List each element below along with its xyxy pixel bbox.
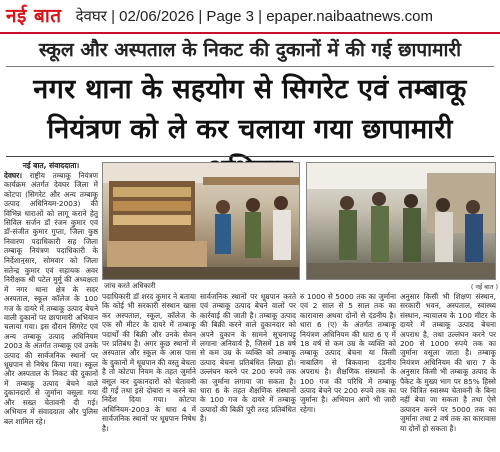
edition-info: देवघर | 02/06/2026 | Page 3 | epaper.naibaatnews.com (75, 8, 433, 25)
photo-shop-inspection (102, 162, 300, 280)
article-column-3 (200, 292, 296, 450)
headline-line-1: नगर थाना के सहयोग से सिगरेट एवं तम्बाकू (33, 74, 467, 105)
article-text-col3: सार्वजनिक स्थानों पर धूम्रपान करते एवं तम्बाकू उत्पाद बेचने वालों पर कार्रवाई की जाती है। तम्बाकू उत्पाद की बिक्री करने वाले दुकानदार को अपने दुकान के सामने सूचनापट्ट लगाना अनिवार्य है, जिसमें 18 वर्ष से कम उम्र के व्यक्ति को तम्बाकू उत्पाद बेचना प्रतिबंधित लिखा हो। उल्लंघन करने पर 200 रुपये तक का जुर्माना लगाया जा सकता है। धारा 6 के तहत शैक्षणिक संस्थानों के 100 गज के दायरे में तम्बाकू उत्पादों की बिक्री पूरी तरह प्रतिबंधित है। (200, 292, 296, 424)
byline: नई बात, संवाददाता। (22, 161, 80, 170)
headline-line-2: नियंत्रण को ले कर चलाया गया छापामारी (47, 114, 453, 145)
article-column-2 (102, 292, 196, 450)
dateline: देवघर। (4, 171, 22, 180)
newspaper-logo: नई बात (6, 4, 62, 27)
article-text-col1-top: राष्ट्रीय तम्बाकू नियंत्रण कार्यक्रम अंतर्गत देवघर जिला में कोटपा (सिगरेट और अन्य तम्बाकू उत्पाद अधिनियम-2003) की विभिन्न धाराओं को लागू कराने हेतु सिविल सर्जन डॉ रंजन कुमार एवं डॉ-संजीत कुमार गुप्ता, जिला कुष्ठ निवारण पदाधिकारी सह जिला तम्बाकू नियंत्रण पदाधिकारी के निर्देशानुसार, सोमवार को जिला (4, 171, 98, 264)
article-text-col4: रु 1000 से 5000 तक का जुर्माना एवं 2 साल से 5 साल तक का कारावास अथवा दोनों से दंडनीय है। धारा 6 (ए) के अंतर्गत तम्बाकू नियंत्रण अधिनियम की धारा 6 ए में 18 वर्ष से कम उम्र के व्यक्ति को तम्बाकू उत्पाद बेचना या किसी नाबालिग से बिकवाना दंडनीय अपराध है। शैक्षणिक संस्थानों के 100 गज की परिधि में तम्बाकू उत्पाद बेचने पर 200 रुपये तक का जुर्माना है। अभियान आगे भी जारी रहेगा। (300, 292, 396, 414)
article-column-5 (400, 292, 496, 450)
headline-divider (6, 156, 494, 157)
article-column-1-top (4, 160, 98, 264)
photo-shop-inspection-image (103, 163, 300, 280)
photo-caption: जांच करते अधिकारी (104, 282, 196, 291)
article-text-col5: अनुसार किसी भी शिक्षण संस्थान, सरकारी भवन, अस्पताल, स्वास्थ्य संस्थान, न्यायालय के 100 मीटर के दायरे में तम्बाकू उत्पाद बेचना अपराध है, तथा उल्लंघन करने पर 200 से 1000 रुपये तक का जुर्माना वसूला जाता है। तम्बाकू नियंत्रण अधिनियम की धारा 7 के अनुसार किसी भी तम्बाकू उत्पाद के पैकेट के मुख्य भाग पर 85% हिस्से पर चित्रित स्वास्थ्य चेतावनी के बिना नहीं बेचा जा सकता है तथा ऐसे उत्पादन करने पर 5000 तक का जुर्माना तथा 2 वर्ष तक का कारावास या दोनों हो सकता है। (400, 292, 496, 433)
kicker-headline: स्कूल और अस्पताल के निकट की दुकानों में की गई छापामारी (38, 39, 462, 61)
kicker-divider (6, 66, 494, 67)
photo-officials-group (306, 162, 496, 280)
article-text-col2: पदाधिकारी डॉ शरद कुमार ने बताया कि कोई भी सरकारी संस्थान खास कर अस्पताल, स्कूल, कॉलेज के एक सौ मीटर के दायरे में तम्बाकू पदार्थों की बिक्री और उनके सेवन पर प्रतिबंध है। अगर कुछ स्थानों में अस्पताल और स्कूल के आस पास के दुकानों में धूम्रपान की वस्तु बेचता है तो कोटपा नियम के तहत जुर्माने वसूल कर दुकानदारों को चेतावनी दी गई तथा इसे दोबारा न करने का निर्देश दिया गया। कोटपा अधिनियम-2003 के धारा 4 में सार्वजनिक स्थानों पर धूम्रपान निषेध है। (102, 292, 196, 433)
article-column-1-bottom (4, 266, 98, 450)
masthead (0, 0, 500, 34)
photo-officials-group-image (307, 163, 496, 280)
article-column-4 (300, 292, 396, 450)
photo-credit: ( नई बात ) (470, 283, 498, 291)
article-text-col1-bottom: सतेन्द्र कुमार एवं सहायक अवर निरीक्षक श्री पटेल मुर्मू की अध्यक्षता में नगर थाना क्षेत्र के सदर अस्पताल, स्कूल कॉलेज के 100 गज के दायरे में तम्बाकू उत्पाद बेचने वाली दुकानों पर छापामारी अभियान चलाया गया। इस दौरान सिगरेट एवं अन्य तम्बाकू उत्पाद अधिनियम 2003 के अंतर्गत तम्बाकू एवं उनके उत्पाद की सार्वजनिक स्थानों पर धूम्रपान से निषेध किया गया। स्कूल और अस्पताल के निकट की दुकानों में तम्बाकू उत्पाद बेचने वाले दुकानदारों से जुर्माना वसूला गया और सख्त चेतावनी दी गई। अभियान में संवाददाता और पुलिस बल शामिल रहे। (4, 266, 98, 426)
